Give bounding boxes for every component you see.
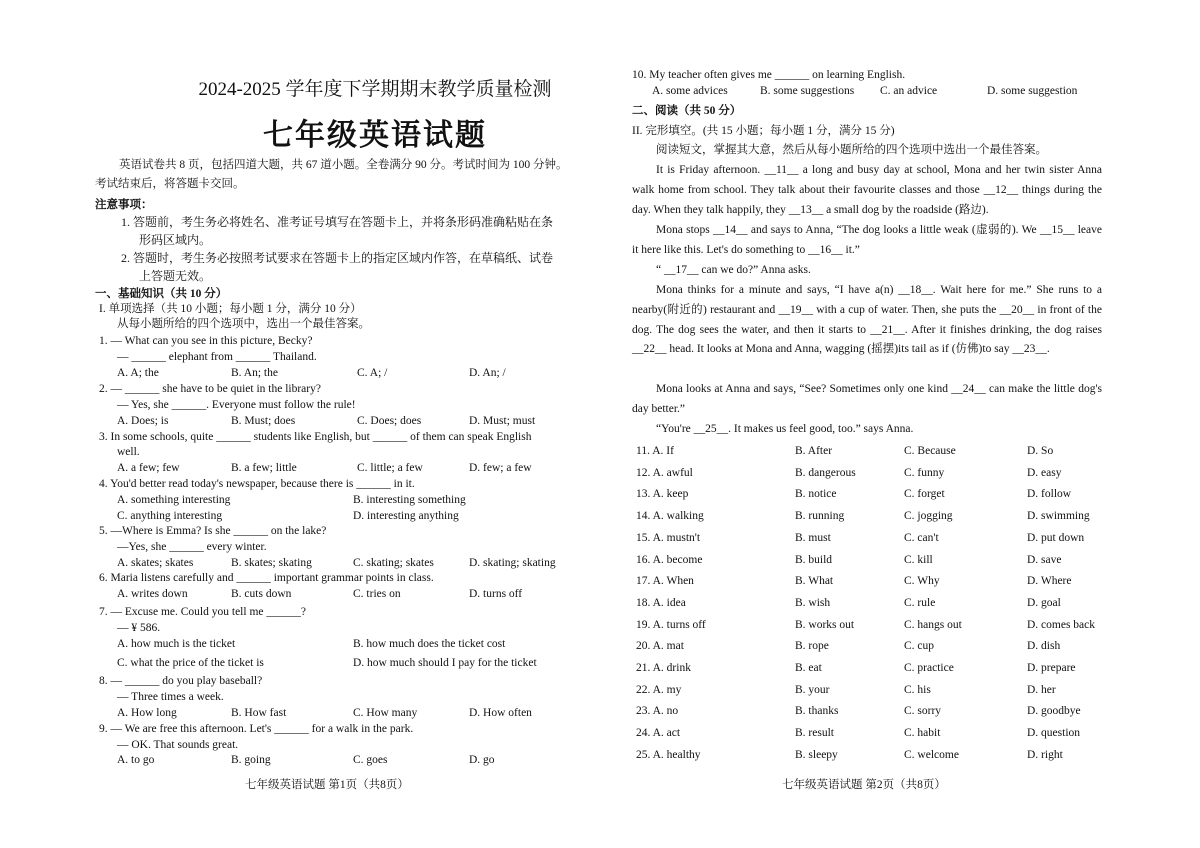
cloze-option-b: B. notice — [795, 488, 837, 501]
q7-option-b: B. how much does the ticket cost — [353, 638, 506, 650]
q1-stem-2: — ______ elephant from ______ Thailand. — [117, 351, 317, 363]
q2-option-c: C. Does; does — [357, 415, 422, 427]
q10-stem: 10. My teacher often gives me ______ on learning English. — [632, 69, 906, 81]
q4-option-b: B. interesting something — [353, 494, 466, 506]
q9-option-b: B. going — [231, 754, 271, 766]
cloze-option-a: 22. A. my — [636, 683, 682, 696]
cloze-option-d: D. question — [1027, 727, 1081, 740]
page-2-footer: 七年级英语试题 第2页（共8页） — [782, 779, 946, 791]
q8-option-b: B. How fast — [231, 707, 287, 719]
q10-option-c: C. an advice — [880, 85, 938, 97]
q5-option-a: A. skates; skates — [117, 557, 194, 569]
exam-intro: 英语试卷共 8 页，包括四道大题，共 67 道小题。全卷满分 90 分。考试时间为 100 分钟。考试结束后，将答题卡交回。 — [95, 159, 568, 190]
part1-instr: 从每小题所给的四个选项中，选出一个最佳答案。 — [117, 318, 370, 330]
q2-option-d: D. Must; must — [469, 415, 536, 427]
cloze-option-c: C. practice — [904, 662, 954, 674]
cloze-option-b: B. running — [795, 510, 845, 523]
cloze-option-c: C. kill — [904, 553, 933, 566]
q7-option-d: D. how much should I pay for the ticket — [353, 657, 537, 669]
q3-stem: 3. In some schools, quite ______ students like English, but ______ of them can speak English — [99, 431, 532, 443]
q7-option-c: C. what the price of the ticket is — [117, 657, 264, 669]
passage-paragraph-3: “ __17__ can we do?” Anna asks. — [656, 264, 811, 276]
cloze-option-a: 17. A. When — [636, 575, 694, 588]
cloze-option-a: 15. A. mustn't — [636, 531, 701, 544]
cloze-option-a: 21. A. drink — [636, 662, 691, 674]
q2-option-b: B. Must; does — [231, 415, 296, 427]
cloze-option-c: C. hangs out — [904, 618, 962, 631]
cloze-option-c: C. can't — [904, 531, 939, 544]
exam-subtitle: 七年级英语试题 — [263, 119, 487, 152]
cloze-option-c: C. Why — [904, 575, 940, 588]
cloze-option-b: B. result — [795, 727, 834, 740]
q3-stem-2: well. — [117, 446, 140, 458]
cloze-option-b: B. thanks — [795, 705, 839, 718]
cloze-option-d: D. swimming — [1027, 510, 1090, 523]
cloze-option-b: B. After — [795, 445, 833, 457]
page-1-footer: 七年级英语试题 第1页（共8页） — [245, 779, 409, 791]
cloze-option-b: B. What — [795, 575, 834, 588]
cloze-option-c: C. welcome — [904, 748, 959, 761]
cloze-option-d: D. follow — [1027, 488, 1072, 501]
cloze-option-a: 23. A. no — [636, 705, 679, 718]
part2-sub: II. 完形填空。(共 15 小题；每小题 1 分，满分 15 分) — [632, 125, 895, 137]
cloze-option-b: B. wish — [795, 596, 831, 609]
passage-paragraph-6: “You're __25__. It makes us feel good, too.” says Anna. — [656, 423, 914, 435]
q10-option-d: D. some suggestion — [987, 85, 1078, 97]
q3-option-b: B. a few; little — [231, 462, 297, 474]
q8-stem-2: — Three times a week. — [117, 691, 224, 703]
cloze-option-d: D. save — [1027, 553, 1062, 566]
q6-option-a: A. writes down — [117, 588, 188, 600]
q2-stem: 2. — ______ she have to be quiet in the library? — [99, 383, 321, 395]
cloze-option-a: 11. A. If — [636, 445, 674, 457]
part1-sub: I. 单项选择（共 10 小题；每小题 1 分，满分 10 分） — [99, 303, 362, 315]
q9-option-c: C. goes — [353, 754, 388, 766]
part2-heading: 二、阅读（共 50 分） — [632, 105, 742, 117]
cloze-option-a: 18. A. idea — [636, 596, 686, 609]
cloze-option-c: C. habit — [904, 727, 941, 740]
q1-stem: 1. — What can you see in this picture, Becky? — [99, 335, 313, 347]
q4-option-a: A. something interesting — [117, 494, 231, 506]
cloze-option-a: 14. A. walking — [636, 510, 704, 523]
cloze-option-b: B. eat — [795, 662, 822, 674]
q2-option-a: A. Does; is — [117, 415, 169, 427]
cloze-option-a: 19. A. turns off — [636, 618, 706, 631]
q8-option-c: C. How many — [353, 707, 418, 719]
notice-item-2-cont: 上答题无效。 — [139, 269, 212, 283]
cloze-option-b: B. build — [795, 553, 833, 566]
q4-option-c: C. anything interesting — [117, 510, 223, 522]
part2-instr: 阅读短文，掌握其大意，然后从每小题所给的四个选项中选出一个最佳答案。 — [656, 144, 1047, 156]
passage-paragraph-1: It is Friday afternoon. __11__ a long and busy day at school, Mona and her twin sister Anna walk home from school. They talk about their favourite classes and those __12__ things during the day. When they talk happily, they __13__ a small dog by the roadside (路边). — [632, 164, 1102, 216]
cloze-option-b: B. your — [795, 683, 830, 696]
q8-option-d: D. How often — [469, 707, 532, 719]
cloze-option-c: C. rule — [904, 596, 936, 609]
cloze-option-d: D. goodbye — [1027, 705, 1081, 718]
notice-item-2: 2. 答题时，考生务必按照考试要求在答题卡上的指定区域内作答，在草稿纸、试卷 — [121, 251, 554, 265]
q5-stem-2: —Yes, she ______ every winter. — [117, 541, 267, 553]
part1-heading: 一、基础知识（共 10 分） — [95, 288, 228, 300]
cloze-option-a: 16. A. become — [636, 553, 703, 566]
cloze-option-a: 13. A. keep — [636, 488, 689, 501]
cloze-option-d: D. her — [1027, 683, 1056, 696]
q5-stem: 5. —Where is Emma? Is she ______ on the lake? — [99, 525, 327, 537]
q7-option-a: A. how much is the ticket — [117, 638, 236, 650]
cloze-option-b: B. works out — [795, 618, 855, 631]
passage-paragraph-5: Mona looks at Anna and says, “See? Sometimes only one kind __24__ can make the little dog's day better.” — [632, 383, 1102, 415]
cloze-option-d: D. goal — [1027, 596, 1061, 609]
passage-paragraph-2: Mona stops __14__ and says to Anna, “The dog looks a little weak (虚弱的). We __15__ leave it here like this. Let's do something to __16__ it.” — [632, 224, 1102, 256]
cloze-option-a: 25. A. healthy — [636, 748, 701, 761]
cloze-option-c: C. his — [904, 683, 931, 696]
q4-option-d: D. interesting anything — [353, 510, 459, 522]
q8-option-a: A. How long — [117, 707, 177, 719]
q3-option-c: C. little; a few — [357, 462, 423, 474]
cloze-option-a: 12. A. awful — [636, 466, 693, 479]
q1-option-b: B. An; the — [231, 367, 278, 379]
passage-paragraph-4: Mona thinks for a minute and says, “I have a(n) __18__. Wait here for me.” She runs to a nearby(附近的) restaurant and __19__ with a cup of water. Then, she puts the __20__ in front of the dog. The dog sees the water, and then it starts to __21__. After it finishes drinking, the dog raises __22__ head. It looks at Mona and Anna, wagging (摇摆)its tail as if (仿佛)to say __23__. — [632, 284, 1102, 356]
q10-option-a: A. some advices — [652, 85, 728, 97]
cloze-option-c: C. funny — [904, 466, 945, 479]
cloze-option-c: C. cup — [904, 640, 935, 653]
q3-option-a: A. a few; few — [117, 462, 180, 474]
q9-option-d: D. go — [469, 754, 495, 766]
cloze-option-a: 24. A. act — [636, 727, 681, 740]
q4-stem: 4. You'd better read today's newspaper, because there is ______ in it. — [99, 478, 415, 490]
cloze-option-c: C. forget — [904, 488, 945, 501]
q1-option-a: A. A; the — [117, 367, 159, 379]
cloze-option-d: D. easy — [1027, 466, 1062, 479]
notice-item-1-cont: 形码区域内。 — [139, 233, 212, 247]
q7-stem-2: — ¥ 586. — [117, 622, 161, 634]
cloze-option-b: B. sleepy — [795, 748, 838, 761]
q7-stem: 7. — Excuse me. Could you tell me ______? — [99, 606, 306, 618]
cloze-option-c: C. jogging — [904, 510, 953, 523]
q2-stem-2: — Yes, she ______. Everyone must follow the rule! — [117, 399, 356, 411]
cloze-option-a: 20. A. mat — [636, 640, 684, 653]
cloze-option-d: D. prepare — [1027, 662, 1076, 674]
cloze-option-b: B. rope — [795, 640, 829, 653]
notice-heading: 注意事项： — [95, 199, 153, 211]
q9-stem: 9. — We are free this afternoon. Let's ______ for a walk in the park. — [99, 723, 414, 735]
cloze-option-d: D. comes back — [1027, 618, 1096, 631]
q5-option-c: C. skating; skates — [353, 557, 434, 569]
cloze-option-c: C. Because — [904, 445, 956, 457]
q5-option-d: D. skating; skating — [469, 557, 556, 569]
cloze-option-c: C. sorry — [904, 705, 942, 718]
cloze-option-b: B. dangerous — [795, 466, 856, 479]
cloze-option-d: D. put down — [1027, 531, 1085, 544]
exam-title: 2024-2025 学年度下学期期末教学质量检测 — [198, 79, 552, 100]
q9-stem-2: — OK. That sounds great. — [117, 739, 239, 751]
q3-option-d: D. few; a few — [469, 462, 532, 474]
q10-option-b: B. some suggestions — [760, 85, 855, 97]
cloze-option-d: D. So — [1027, 445, 1054, 457]
q6-option-d: D. turns off — [469, 588, 523, 600]
cloze-option-d: D. right — [1027, 748, 1063, 761]
q6-option-c: C. tries on — [353, 588, 401, 600]
q6-option-b: B. cuts down — [231, 588, 292, 600]
q1-option-d: D. An; / — [469, 367, 506, 379]
q5-option-b: B. skates; skating — [231, 557, 312, 569]
cloze-option-d: D. dish — [1027, 640, 1061, 653]
cloze-option-b: B. must — [795, 531, 831, 544]
q1-option-c: C. A; / — [357, 367, 388, 379]
q6-stem: 6. Maria listens carefully and ______ important grammar points in class. — [99, 572, 434, 584]
notice-item-1: 1. 答题前，考生务必将姓名、准考证号填写在答题卡上，并将条形码准确粘贴在条 — [121, 215, 554, 229]
q8-stem: 8. — ______ do you play baseball? — [99, 675, 263, 687]
q9-option-a: A. to go — [117, 754, 155, 766]
cloze-option-d: D. Where — [1027, 575, 1072, 588]
